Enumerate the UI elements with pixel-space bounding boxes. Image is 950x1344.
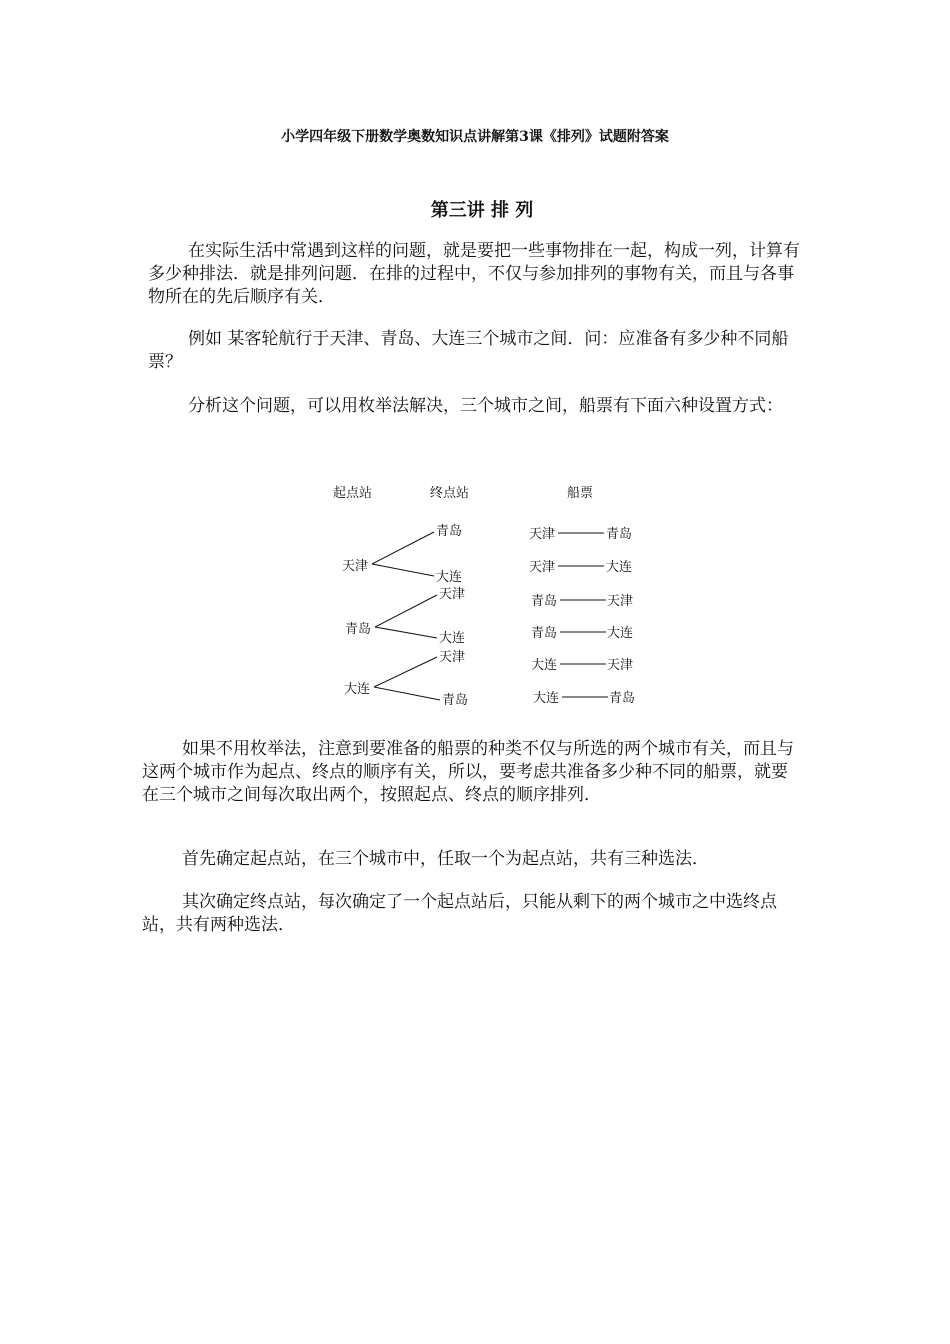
tree-start-node: 天津 xyxy=(342,559,369,574)
tree-branch-line xyxy=(375,595,437,627)
tree-end-node: 大连 xyxy=(436,570,463,585)
ticket-to: 天津 xyxy=(607,594,634,609)
header-ticket: 船票 xyxy=(567,486,594,501)
paragraph-explanation: 如果不用枚举法，注意到要准备的船票的种类不仅与所选的两个城市有关，而且与这两个城市作为起点、终点的顺序有关，所以，要考虑共准备多少种不同的船票，就要在三个城市之间每次取出两个，按照起点、终点的顺序排列． xyxy=(142,739,794,805)
paragraph-intro: 在实际生活中常遇到这样的问题，就是要把一些事物排在一起，构成一列，计算有多少种排法．就是排列问题．在排的过程中，不仅与参加排列的事物有关，而且与各事物所在的先后顺序有关． xyxy=(148,241,800,307)
ticket-from: 天津 xyxy=(529,527,556,542)
ticket-from: 大连 xyxy=(533,691,560,706)
tree-end-node: 天津 xyxy=(439,650,466,665)
tree-branch-line xyxy=(372,564,434,576)
tree-start-node: 青岛 xyxy=(345,622,372,637)
tree-end-node: 大连 xyxy=(439,631,466,646)
tree-branch-line xyxy=(372,532,434,564)
header-start: 起点站 xyxy=(333,486,373,501)
paragraph-step-one: 首先确定起点站，在三个城市中，任取一个为起点站，共有三种选法． xyxy=(182,849,709,869)
tree-branch-line xyxy=(375,627,437,638)
ticket-to: 大连 xyxy=(607,626,634,641)
ticket-to: 青岛 xyxy=(609,691,636,706)
lecture-title: 第三讲 排 列 xyxy=(430,200,534,221)
tree-branch-line xyxy=(374,657,437,687)
tree-start-node: 大连 xyxy=(344,682,371,697)
ticket-from: 天津 xyxy=(529,560,556,575)
ticket-to: 大连 xyxy=(606,560,633,575)
ticket-from: 大连 xyxy=(531,658,558,673)
tree-branch-line xyxy=(374,687,440,700)
header-end: 终点站 xyxy=(430,486,470,501)
document-title: 小学四年级下册数学奥数知识点讲解第3课《排列》试题附答案 xyxy=(281,129,669,145)
paragraph-step-two: 其次确定终点站，每次确定了一个起点站后，只能从剩下的两个城市之中选终点站，共有两种选法． xyxy=(142,892,777,935)
ticket-from: 青岛 xyxy=(531,626,558,641)
tree-end-node: 青岛 xyxy=(442,693,469,708)
tree-end-node: 青岛 xyxy=(436,524,463,539)
paragraph-analysis: 分析这个问题，可以用枚举法解决，三个城市之间，船票有下面六种设置方式： xyxy=(188,396,783,416)
paragraph-example: 例如 某客轮航行于天津、青岛、大连三个城市之间．问：应准备有多少种不同船票？ xyxy=(148,329,789,372)
tree-end-node: 天津 xyxy=(439,587,466,602)
ticket-to: 青岛 xyxy=(606,527,633,542)
ticket-to: 天津 xyxy=(607,658,634,673)
ticket-from: 青岛 xyxy=(531,594,558,609)
